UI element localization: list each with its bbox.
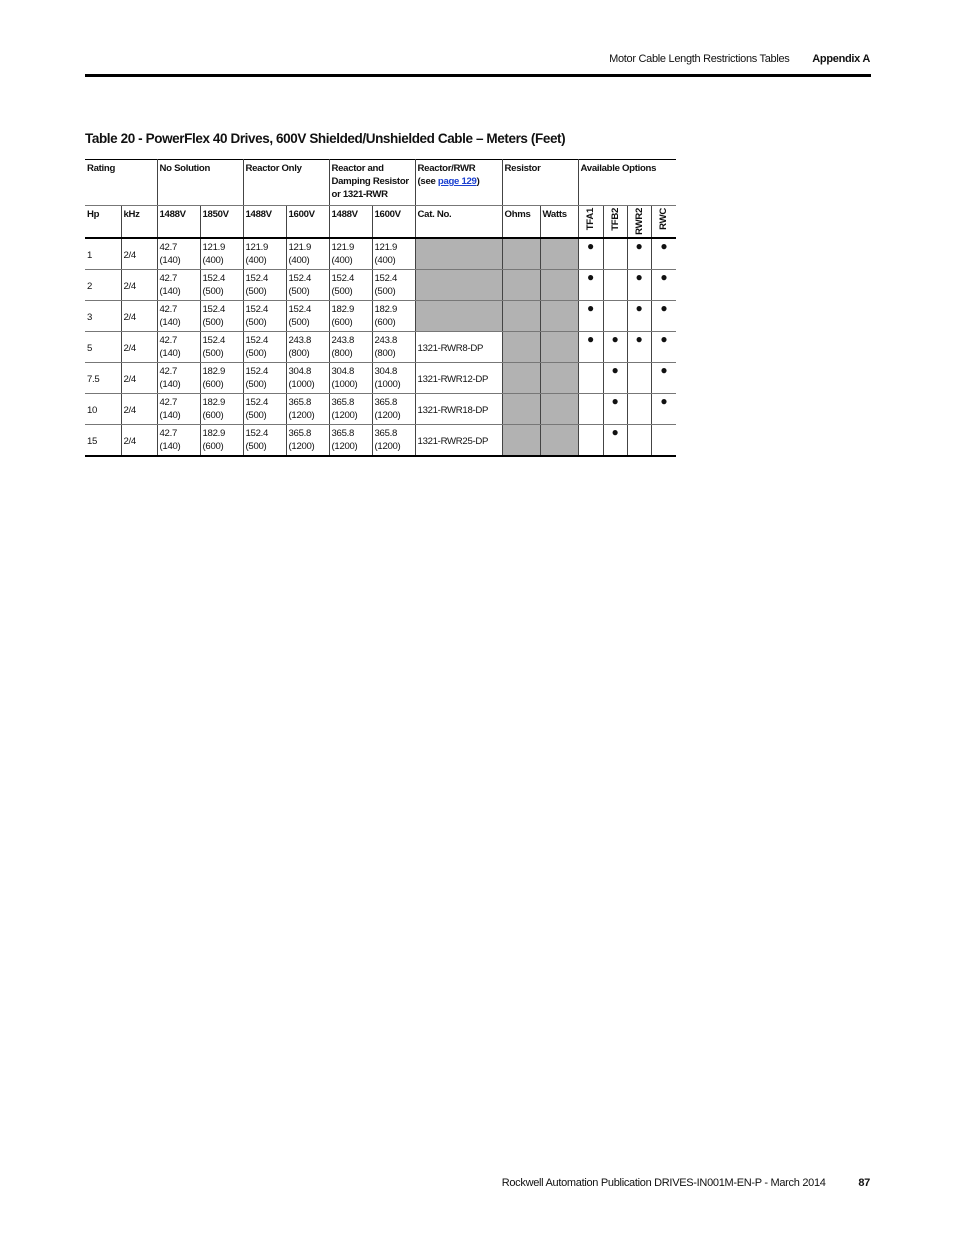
length-meters: 152.4 xyxy=(245,397,269,408)
table-caption: Table 20 - PowerFlex 40 Drives, 600V Shielded/Unshielded Cable – Meters (Feet) xyxy=(85,131,566,146)
group-no-solution: No Solution xyxy=(157,160,243,206)
length-meters: 42.7 xyxy=(159,428,177,439)
header-rule xyxy=(85,74,871,77)
length-meters: 121.9 xyxy=(374,242,398,253)
length-feet: (1000) xyxy=(374,379,401,390)
cell-option xyxy=(603,301,627,332)
cell-length xyxy=(286,332,329,363)
cable-length-table xyxy=(85,159,676,457)
appendix-label: Appendix A xyxy=(812,53,870,65)
cell-khz: 2/4 xyxy=(121,301,157,332)
cell-option xyxy=(603,270,627,301)
col-khz: kHz xyxy=(121,206,157,239)
section-title: Motor Cable Length Restrictions Tables xyxy=(609,53,790,65)
cell-hp: 2 xyxy=(85,270,121,301)
cell-khz: 2/4 xyxy=(121,238,157,270)
available-dot-icon: ● xyxy=(635,332,643,346)
available-dot-icon: ● xyxy=(611,425,619,439)
cell-length xyxy=(372,332,415,363)
available-dot-icon: ● xyxy=(660,270,668,284)
cell-hp: 3 xyxy=(85,301,121,332)
length-meters: 121.9 xyxy=(331,242,355,253)
col-reactor-damping-1600v: 1600V xyxy=(372,206,415,239)
cell-option xyxy=(578,270,603,301)
cell-length xyxy=(372,301,415,332)
table-row xyxy=(85,270,676,301)
cell-length xyxy=(329,394,372,425)
cell-option xyxy=(627,238,651,270)
cell-length xyxy=(200,363,243,394)
cell-ohms xyxy=(502,394,540,425)
length-feet: (140) xyxy=(159,255,181,266)
cell-length xyxy=(329,363,372,394)
cell-length xyxy=(243,270,286,301)
cell-watts xyxy=(540,425,578,457)
col-option-tfa1 xyxy=(578,206,603,239)
table-body xyxy=(85,238,676,456)
cell-watts xyxy=(540,301,578,332)
cell-ohms xyxy=(502,270,540,301)
length-meters: 152.4 xyxy=(288,304,312,315)
length-feet: (140) xyxy=(159,410,181,421)
cell-option xyxy=(578,394,603,425)
cell-option xyxy=(651,301,676,332)
cell-ohms xyxy=(502,363,540,394)
col-reactor-damping-1488v: 1488V xyxy=(329,206,372,239)
length-meters: 182.9 xyxy=(331,304,355,315)
cell-length xyxy=(286,301,329,332)
length-meters: 42.7 xyxy=(159,304,177,315)
length-meters: 365.8 xyxy=(374,428,398,439)
length-feet: (400) xyxy=(288,255,310,266)
table-row xyxy=(85,332,676,363)
cell-length xyxy=(286,425,329,457)
length-feet: (600) xyxy=(202,410,224,421)
length-meters: 243.8 xyxy=(331,335,355,346)
length-feet: (500) xyxy=(202,348,224,359)
length-feet: (500) xyxy=(245,441,267,452)
length-meters: 152.4 xyxy=(331,273,355,284)
length-feet: (800) xyxy=(331,348,353,359)
table-row xyxy=(85,238,676,270)
length-feet: (500) xyxy=(202,317,224,328)
length-feet: (1200) xyxy=(331,441,358,452)
length-meters: 182.9 xyxy=(374,304,398,315)
cell-option xyxy=(578,363,603,394)
cell-option xyxy=(651,238,676,270)
cell-option xyxy=(627,394,651,425)
available-dot-icon: ● xyxy=(635,239,643,253)
cell-cat-no: 1321-RWR8-DP xyxy=(415,332,502,363)
cell-cat-no-empty xyxy=(415,270,502,301)
length-meters: 152.4 xyxy=(245,335,269,346)
col-option-rwr2 xyxy=(627,206,651,239)
cell-khz: 2/4 xyxy=(121,363,157,394)
length-feet: (500) xyxy=(245,317,267,328)
length-feet: (140) xyxy=(159,348,181,359)
length-feet: (500) xyxy=(331,286,353,297)
cell-length xyxy=(200,394,243,425)
length-meters: 42.7 xyxy=(159,397,177,408)
see-suffix: ) xyxy=(476,176,480,187)
cell-khz: 2/4 xyxy=(121,394,157,425)
length-feet: (800) xyxy=(374,348,396,359)
cell-length xyxy=(329,332,372,363)
cell-length xyxy=(372,270,415,301)
length-meters: 42.7 xyxy=(159,366,177,377)
length-feet: (500) xyxy=(202,286,224,297)
available-dot-icon: ● xyxy=(635,270,643,284)
group-header-row xyxy=(85,160,676,206)
cell-length xyxy=(243,238,286,270)
length-meters: 304.8 xyxy=(288,366,312,377)
cell-hp: 7.5 xyxy=(85,363,121,394)
group-reactor-rwr-label: Reactor/RWR xyxy=(417,163,476,174)
length-feet: (500) xyxy=(288,317,310,328)
cell-ohms xyxy=(502,238,540,270)
length-meters: 304.8 xyxy=(374,366,398,377)
col-no-solution-1488v: 1488V xyxy=(157,206,200,239)
length-feet: (140) xyxy=(159,441,181,452)
cell-length xyxy=(243,332,286,363)
group-reactor-damping-line: Damping Resistor xyxy=(331,176,409,187)
see-prefix: (see xyxy=(417,176,438,187)
length-meters: 365.8 xyxy=(288,397,312,408)
cell-length xyxy=(329,301,372,332)
group-reactor-damping-line: or 1321-RWR xyxy=(331,189,388,200)
length-meters: 365.8 xyxy=(288,428,312,439)
cell-option xyxy=(578,425,603,457)
length-feet: (600) xyxy=(374,317,396,328)
length-feet: (1200) xyxy=(288,441,315,452)
cell-length xyxy=(157,332,200,363)
cell-length xyxy=(200,301,243,332)
length-meters: 42.7 xyxy=(159,242,177,253)
length-feet: (1000) xyxy=(288,379,315,390)
table-row xyxy=(85,363,676,394)
cell-option xyxy=(578,238,603,270)
length-meters: 365.8 xyxy=(374,397,398,408)
length-meters: 121.9 xyxy=(202,242,226,253)
length-meters: 152.4 xyxy=(374,273,398,284)
length-feet: (140) xyxy=(159,286,181,297)
cell-length xyxy=(157,363,200,394)
page-number: 87 xyxy=(858,1177,870,1189)
length-meters: 152.4 xyxy=(245,366,269,377)
available-dot-icon: ● xyxy=(635,301,643,315)
cell-hp: 10 xyxy=(85,394,121,425)
group-reactor-damping-line: Reactor and xyxy=(331,163,384,174)
group-available-options: Available Options xyxy=(578,160,676,206)
table-row xyxy=(85,301,676,332)
col-option-label: TFB2 xyxy=(609,208,621,231)
cell-khz: 2/4 xyxy=(121,270,157,301)
cell-option xyxy=(603,238,627,270)
length-feet: (600) xyxy=(202,379,224,390)
cell-length xyxy=(243,394,286,425)
cell-option xyxy=(627,332,651,363)
cell-cat-no-empty xyxy=(415,301,502,332)
cell-length xyxy=(372,394,415,425)
col-ohms: Ohms xyxy=(502,206,540,239)
length-meters: 152.4 xyxy=(202,304,226,315)
cell-length xyxy=(157,301,200,332)
available-dot-icon: ● xyxy=(660,239,668,253)
length-meters: 152.4 xyxy=(202,273,226,284)
length-meters: 365.8 xyxy=(331,428,355,439)
length-meters: 182.9 xyxy=(202,397,226,408)
length-feet: (600) xyxy=(331,317,353,328)
group-reactor-damping xyxy=(329,160,415,206)
publication-info: Rockwell Automation Publication DRIVES-IN001M-EN-P - March 2014 xyxy=(501,1177,826,1189)
cell-watts xyxy=(540,270,578,301)
available-dot-icon: ● xyxy=(611,363,619,377)
length-feet: (500) xyxy=(374,286,396,297)
column-header-row xyxy=(85,206,676,239)
col-hp: Hp xyxy=(85,206,121,239)
cell-length xyxy=(286,238,329,270)
cell-length xyxy=(200,238,243,270)
length-meters: 152.4 xyxy=(245,304,269,315)
col-reactor-only-1488v: 1488V xyxy=(243,206,286,239)
length-feet: (400) xyxy=(331,255,353,266)
available-dot-icon: ● xyxy=(587,239,594,253)
cell-option xyxy=(651,363,676,394)
cell-hp: 5 xyxy=(85,332,121,363)
cell-watts xyxy=(540,332,578,363)
cell-length xyxy=(157,270,200,301)
length-feet: (140) xyxy=(159,379,181,390)
cell-option xyxy=(627,425,651,457)
table-row xyxy=(85,425,676,457)
available-dot-icon: ● xyxy=(611,394,619,408)
page-footer xyxy=(502,1177,870,1189)
cell-option xyxy=(627,270,651,301)
available-dot-icon: ● xyxy=(660,332,668,346)
length-feet: (1200) xyxy=(374,441,401,452)
length-meters: 42.7 xyxy=(159,273,177,284)
col-reactor-only-1600v: 1600V xyxy=(286,206,329,239)
col-option-tfb2 xyxy=(603,206,627,239)
length-meters: 152.4 xyxy=(245,273,269,284)
length-meters: 243.8 xyxy=(288,335,312,346)
length-feet: (800) xyxy=(288,348,310,359)
available-dot-icon: ● xyxy=(587,332,594,346)
cell-option xyxy=(627,301,651,332)
length-meters: 304.8 xyxy=(331,366,355,377)
cell-length xyxy=(286,270,329,301)
length-feet: (500) xyxy=(245,379,267,390)
length-feet: (500) xyxy=(245,348,267,359)
cell-watts xyxy=(540,363,578,394)
length-feet: (140) xyxy=(159,317,181,328)
cell-hp: 15 xyxy=(85,425,121,457)
cell-cat-no: 1321-RWR18-DP xyxy=(415,394,502,425)
length-meters: 152.4 xyxy=(202,335,226,346)
cell-option xyxy=(651,425,676,457)
cell-cat-no: 1321-RWR12-DP xyxy=(415,363,502,394)
length-meters: 243.8 xyxy=(374,335,398,346)
cell-length xyxy=(200,332,243,363)
available-dot-icon: ● xyxy=(611,332,619,346)
group-reactor-rwr xyxy=(415,160,502,206)
length-feet: (400) xyxy=(202,255,224,266)
available-dot-icon: ● xyxy=(587,301,594,315)
length-feet: (1200) xyxy=(331,410,358,421)
length-meters: 152.4 xyxy=(245,428,269,439)
cell-length xyxy=(157,394,200,425)
cell-option xyxy=(603,363,627,394)
cell-khz: 2/4 xyxy=(121,425,157,457)
length-feet: (500) xyxy=(288,286,310,297)
cell-length xyxy=(157,238,200,270)
length-meters: 365.8 xyxy=(331,397,355,408)
col-option-label: RWR2 xyxy=(633,208,645,235)
length-meters: 152.4 xyxy=(288,273,312,284)
col-option-label: RWC xyxy=(658,208,670,230)
col-cat-no: Cat. No. xyxy=(415,206,502,239)
cell-length xyxy=(329,270,372,301)
cell-length xyxy=(243,363,286,394)
cell-length xyxy=(243,425,286,457)
cell-length xyxy=(286,394,329,425)
available-dot-icon: ● xyxy=(660,301,668,315)
cell-length xyxy=(157,425,200,457)
cell-ohms xyxy=(502,332,540,363)
cell-watts xyxy=(540,394,578,425)
cell-length xyxy=(372,238,415,270)
cell-ohms xyxy=(502,301,540,332)
available-dot-icon: ● xyxy=(660,394,668,408)
cell-length xyxy=(243,301,286,332)
cell-length xyxy=(372,363,415,394)
col-option-rwc xyxy=(651,206,676,239)
length-feet: (1000) xyxy=(331,379,358,390)
col-watts: Watts xyxy=(540,206,578,239)
cell-khz: 2/4 xyxy=(121,332,157,363)
cell-option xyxy=(603,332,627,363)
length-feet: (600) xyxy=(202,441,224,452)
table-row xyxy=(85,394,676,425)
length-meters: 182.9 xyxy=(202,428,226,439)
cell-option xyxy=(603,425,627,457)
cell-option xyxy=(651,394,676,425)
available-dot-icon: ● xyxy=(587,270,594,284)
cell-length xyxy=(329,425,372,457)
cell-cat-no: 1321-RWR25-DP xyxy=(415,425,502,457)
length-meters: 182.9 xyxy=(202,366,226,377)
length-feet: (1200) xyxy=(374,410,401,421)
length-feet: (1200) xyxy=(288,410,315,421)
col-no-solution-1850v: 1850V xyxy=(200,206,243,239)
length-feet: (500) xyxy=(245,286,267,297)
cell-option xyxy=(651,270,676,301)
cell-watts xyxy=(540,238,578,270)
cell-ohms xyxy=(502,425,540,457)
cell-option xyxy=(651,332,676,363)
cell-length xyxy=(200,425,243,457)
page-header xyxy=(609,53,870,65)
col-option-label: TFA1 xyxy=(585,208,597,231)
length-meters: 121.9 xyxy=(288,242,312,253)
cell-length xyxy=(200,270,243,301)
cell-option xyxy=(627,363,651,394)
available-dot-icon: ● xyxy=(660,363,668,377)
length-meters: 121.9 xyxy=(245,242,269,253)
cell-hp: 1 xyxy=(85,238,121,270)
cell-length xyxy=(286,363,329,394)
cell-cat-no-empty xyxy=(415,238,502,270)
page-129-link[interactable]: page 129 xyxy=(437,176,477,187)
cell-option xyxy=(603,394,627,425)
cell-option xyxy=(578,332,603,363)
length-feet: (500) xyxy=(245,410,267,421)
cell-length xyxy=(372,425,415,457)
group-reactor-only: Reactor Only xyxy=(243,160,329,206)
group-rating: Rating xyxy=(85,160,157,206)
cell-option xyxy=(578,301,603,332)
cell-length xyxy=(329,238,372,270)
length-feet: (400) xyxy=(374,255,396,266)
length-feet: (400) xyxy=(245,255,267,266)
length-meters: 42.7 xyxy=(159,335,177,346)
group-resistor: Resistor xyxy=(502,160,578,206)
